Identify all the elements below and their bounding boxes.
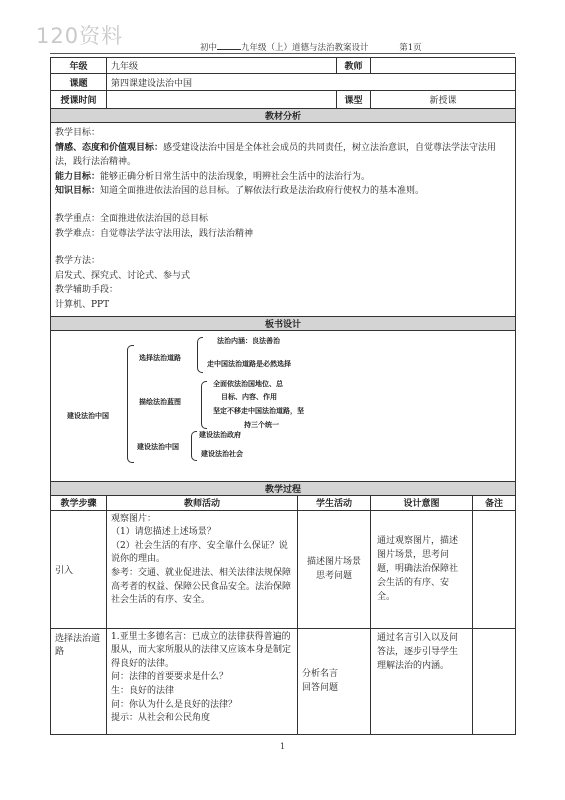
branch-2-item-4: 持三个统一 (244, 420, 279, 429)
root-brace (127, 345, 134, 463)
branch-3-item-2: 建设法治社会 (201, 449, 243, 458)
row2-student-line-2: 回答问题 (302, 683, 339, 694)
process-header-teacher: 教师活动 (107, 495, 298, 510)
row1-step: 引入 (51, 510, 107, 628)
analysis-section-title: 教材分析 (51, 109, 516, 123)
row1-teacher-line-3: （2）社会生活的有序、安全靠什么保证？说说你的理由。 (111, 540, 288, 565)
knowledge-goal-label: 知识目标： (55, 186, 101, 197)
emotion-goal-label: 情感、态度和价值观目标： (55, 142, 164, 153)
type-label: 课型 (337, 91, 371, 109)
time-label: 授课时间 (51, 91, 107, 109)
row2-intent: 通过名言引入以及问答法，逐步引导学生理解法治的内涵。 (371, 628, 473, 734)
header-prefix: 初中 (200, 43, 218, 53)
process-section-title: 教学过程 (51, 481, 516, 495)
branch-2-item-3: 坚定不移走中国法治道路，坚 (213, 406, 304, 415)
row2-student-line-1: 分析名言 (302, 669, 339, 680)
ability-goal-text: 能够正确分析日常生活中的法治现象，明辨社会生活中的法治行为。 (100, 171, 371, 182)
topic-value: 第四课建设法治中国 (107, 74, 516, 91)
row2-student (298, 628, 371, 734)
emotion-goal-text: 感受建设法治中国是全体社会成员的共同责任，树立法治意识，自觉尊法学法守法用法，践行法治精神。 (55, 142, 497, 168)
type-value: 新授课 (371, 91, 516, 109)
teacher-label: 教师 (337, 58, 371, 74)
table-row (51, 510, 516, 628)
ability-goal-label: 能力目标： (55, 171, 101, 182)
branch-2-brace (201, 381, 207, 429)
topic-label: 课题 (51, 74, 107, 91)
header-grade: 九 (241, 43, 250, 53)
header-page: 第1页 (399, 43, 422, 53)
time-value (107, 91, 337, 109)
board-branch-3: 建设法治中国 (137, 442, 179, 451)
process-header-note: 备注 (473, 495, 516, 510)
aids-title: 教学辅助手段： (55, 285, 119, 296)
header-rule (50, 53, 515, 54)
row2-note (473, 628, 516, 734)
process-header-intent: 设计意图 (371, 495, 473, 510)
board-section-title: 板书设计 (51, 316, 516, 330)
branch-3-item-1: 建设法治政府 (199, 430, 241, 439)
row2-teacher (107, 628, 298, 734)
lesson-plan-table (50, 57, 516, 735)
table-row (51, 628, 516, 734)
page-number: 1 (279, 742, 286, 751)
methods: 启发式、探究式、讨论式、参与式 (55, 270, 191, 281)
row1-teacher (107, 510, 298, 628)
watermark: 120资料 (36, 24, 124, 48)
analysis-content (51, 123, 516, 317)
row1-teacher-line-4: 参考：交通、就业促进法、相关法律法规保障高考者的权益、保障公民食品安全。法治保障社会生活的有序、安全。 (111, 567, 292, 606)
row2-teacher-line-1: 1.亚里士多德名言：已成立的法律获得普遍的服从，而大家所服从的法律又应该本身是制定得良好的法律。 (111, 631, 292, 669)
row1-note (473, 510, 516, 628)
board-diagram (51, 330, 516, 481)
row1-teacher-line-1: 观察图片： (111, 513, 157, 524)
header-blank (217, 49, 241, 50)
row2-teacher-line-4: 问：你认为什么是良好的法律？ (111, 699, 238, 710)
row1-student (298, 510, 371, 628)
branch-1-brace (197, 337, 203, 373)
row2-teacher-line-3: 生：良好的法律 (111, 685, 175, 696)
branch-3-brace (191, 431, 197, 461)
board-branch-1: 选择法治道路 (139, 353, 181, 362)
branch-1-item-2: 走中国法治道路是必然选择 (207, 359, 291, 368)
difficulty: 教学难点：自觉尊法学法守法用法，践行法治精神 (55, 228, 254, 239)
knowledge-goal-text: 知道全面推进依法治国的总目标。了解依法行政是法治政府行使权力的基本准则。 (100, 186, 425, 197)
row2-step: 选择法治道路 (51, 628, 107, 734)
grade-label: 年级 (51, 58, 107, 74)
knowledge-goal (55, 184, 511, 199)
teacher-value (371, 58, 516, 74)
header-title: 年级（上）道德与法治教案设计 (249, 43, 369, 53)
board-root: 建设法治中国 (67, 411, 109, 420)
aids: 计算机、PPT (55, 299, 110, 310)
row1-student-line-1: 描述图片场景 (307, 557, 362, 568)
methods-title: 教学方法： (55, 256, 101, 267)
branch-2-item-1: 全面依法治国地位、总 (213, 379, 283, 388)
key-point: 教学重点：全面推进依法治国的总目标 (55, 213, 209, 224)
row2-teacher-line-5: 提示：从社会和公民角度 (111, 713, 211, 724)
process-header-step: 教学步骤 (51, 495, 107, 510)
emotion-goal (55, 141, 511, 170)
goals-title: 教学目标： (55, 128, 101, 138)
branch-2-item-2: 目标、内容、作用 (221, 392, 277, 401)
row1-student-line-2: 思考问题 (316, 571, 353, 582)
ability-goal (55, 170, 511, 185)
row1-intent: 通过观察图片，描述图片场景，思考问题，明确法治保障社会生活的有序、安全。 (371, 510, 473, 628)
grade-value: 九年级 (107, 58, 337, 74)
branch-1-item-1: 法治内涵：良法善治 (217, 336, 280, 345)
board-branch-2: 描绘法治蓝图 (139, 397, 181, 406)
page-header (200, 41, 422, 53)
process-header-student: 学生活动 (298, 495, 371, 510)
row2-teacher-line-2: 问：法律的首要要求是什么？ (111, 672, 229, 683)
row1-teacher-line-2: （1）请您描述上述场景？ (111, 527, 216, 538)
